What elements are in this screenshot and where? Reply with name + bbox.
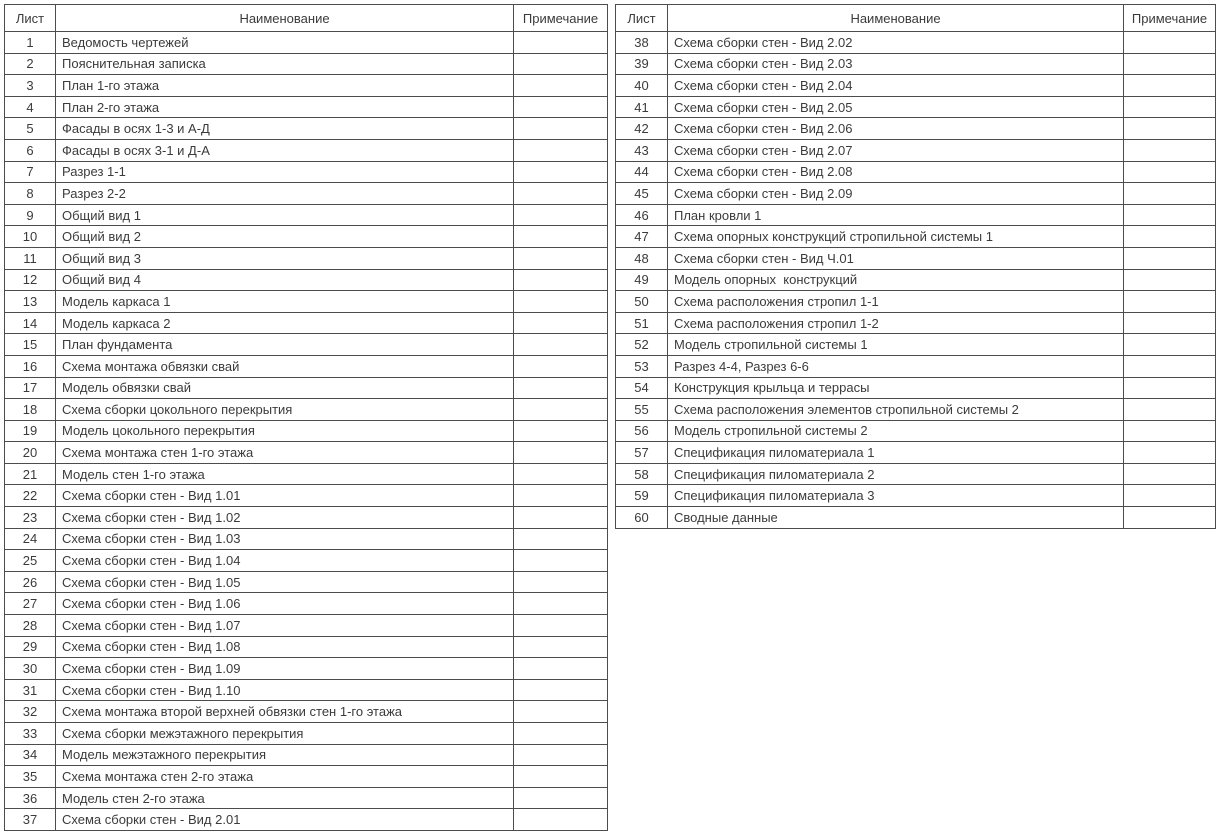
note-cell	[514, 291, 608, 313]
note-cell	[1124, 355, 1216, 377]
note-cell	[1124, 96, 1216, 118]
sheet-number-cell: 1	[5, 32, 56, 54]
note-cell	[514, 269, 608, 291]
column-header-name: Наименование	[56, 5, 514, 32]
sheet-list-table-right	[615, 4, 1216, 529]
drawing-name-cell: Общий вид 1	[56, 204, 514, 226]
note-cell	[514, 204, 608, 226]
drawing-name-cell: Модель стен 1-го этажа	[56, 463, 514, 485]
note-cell	[1124, 291, 1216, 313]
note-cell	[514, 463, 608, 485]
drawing-name-cell: Схема сборки стен - Вид 2.08	[668, 161, 1124, 183]
table-row	[5, 32, 608, 54]
sheet-number-cell: 60	[616, 507, 668, 529]
table-row	[5, 377, 608, 399]
table-row	[5, 118, 608, 140]
sheet-number-cell: 56	[616, 420, 668, 442]
sheet-number-cell: 34	[5, 744, 56, 766]
column-header-name: Наименование	[668, 5, 1124, 32]
sheet-number-cell: 24	[5, 528, 56, 550]
drawing-name-cell: Схема сборки стен - Вид 2.06	[668, 118, 1124, 140]
note-cell	[1124, 463, 1216, 485]
drawing-name-cell: Схема сборки стен - Вид 2.02	[668, 32, 1124, 54]
sheet-number-cell: 36	[5, 787, 56, 809]
drawing-name-cell: Схема сборки стен - Вид 1.09	[56, 658, 514, 680]
drawing-name-cell: Схема сборки стен - Вид 2.03	[668, 53, 1124, 75]
sheet-number-cell: 14	[5, 312, 56, 334]
sheet-list-body-right	[616, 32, 1216, 529]
sheet-number-cell: 10	[5, 226, 56, 248]
note-cell	[514, 701, 608, 723]
sheet-number-cell: 33	[5, 723, 56, 745]
sheet-number-cell: 42	[616, 118, 668, 140]
table-row	[5, 636, 608, 658]
note-cell	[1124, 75, 1216, 97]
note-cell	[514, 377, 608, 399]
drawing-name-cell: Разрез 2-2	[56, 183, 514, 205]
table-row	[616, 507, 1216, 529]
table-row	[616, 485, 1216, 507]
table-row	[616, 139, 1216, 161]
table-row	[5, 183, 608, 205]
note-cell	[514, 723, 608, 745]
note-cell	[514, 161, 608, 183]
sheet-number-cell: 49	[616, 269, 668, 291]
table-row	[5, 442, 608, 464]
header-row	[616, 5, 1216, 32]
column-header-sheet: Лист	[5, 5, 56, 32]
note-cell	[514, 766, 608, 788]
sheet-number-cell: 39	[616, 53, 668, 75]
sheet-number-cell: 54	[616, 377, 668, 399]
note-cell	[1124, 53, 1216, 75]
table-row	[5, 291, 608, 313]
note-cell	[514, 787, 608, 809]
sheet-number-cell: 48	[616, 247, 668, 269]
sheet-number-cell: 20	[5, 442, 56, 464]
note-cell	[1124, 161, 1216, 183]
drawing-name-cell: Схема сборки стен - Вид 1.06	[56, 593, 514, 615]
sheet-number-cell: 7	[5, 161, 56, 183]
table-row	[616, 291, 1216, 313]
sheet-number-cell: 30	[5, 658, 56, 680]
table-row	[616, 53, 1216, 75]
drawing-name-cell: Общий вид 2	[56, 226, 514, 248]
table-row	[5, 355, 608, 377]
drawing-name-cell: Модель каркаса 1	[56, 291, 514, 313]
note-cell	[514, 399, 608, 421]
table-row	[5, 226, 608, 248]
note-cell	[514, 139, 608, 161]
table-row	[5, 75, 608, 97]
sheet-number-cell: 19	[5, 420, 56, 442]
note-cell	[1124, 442, 1216, 464]
note-cell	[1124, 334, 1216, 356]
table-row	[616, 75, 1216, 97]
note-cell	[1124, 485, 1216, 507]
drawing-name-cell: Схема сборки стен - Вид 2.05	[668, 96, 1124, 118]
sheet-number-cell: 32	[5, 701, 56, 723]
note-cell	[514, 442, 608, 464]
drawing-name-cell: Схема сборки стен - Вид 1.08	[56, 636, 514, 658]
drawing-name-cell: Модель опорных конструкций	[668, 269, 1124, 291]
drawing-name-cell: Схема сборки стен - Вид 1.07	[56, 615, 514, 637]
table-row	[5, 593, 608, 615]
note-cell	[1124, 420, 1216, 442]
drawing-name-cell: План 2-го этажа	[56, 96, 514, 118]
drawing-name-cell: Модель межэтажного перекрытия	[56, 744, 514, 766]
drawing-name-cell: Схема сборки стен - Вид 1.01	[56, 485, 514, 507]
table-row	[5, 615, 608, 637]
drawing-name-cell: План 1-го этажа	[56, 75, 514, 97]
note-cell	[1124, 399, 1216, 421]
table-row	[5, 53, 608, 75]
sheet-number-cell: 50	[616, 291, 668, 313]
drawing-name-cell: Схема сборки стен - Вид 2.09	[668, 183, 1124, 205]
note-cell	[1124, 139, 1216, 161]
drawing-name-cell: Схема монтажа стен 2-го этажа	[56, 766, 514, 788]
sheet-number-cell: 51	[616, 312, 668, 334]
drawing-name-cell: Модель стропильной системы 1	[668, 334, 1124, 356]
table-row	[5, 463, 608, 485]
column-header-note: Примечание	[1124, 5, 1216, 32]
drawing-name-cell: Схема сборки межэтажного перекрытия	[56, 723, 514, 745]
table-row	[616, 204, 1216, 226]
note-cell	[514, 636, 608, 658]
drawing-name-cell: Сводные данные	[668, 507, 1124, 529]
drawing-name-cell: Схема сборки стен - Вид 1.03	[56, 528, 514, 550]
table-row	[616, 269, 1216, 291]
sheet-number-cell: 28	[5, 615, 56, 637]
note-cell	[514, 593, 608, 615]
sheet-number-cell: 38	[616, 32, 668, 54]
sheet-number-cell: 4	[5, 96, 56, 118]
drawing-name-cell: Схема сборки стен - Вид 2.07	[668, 139, 1124, 161]
sheet-number-cell: 47	[616, 226, 668, 248]
table-row	[5, 701, 608, 723]
sheet-number-cell: 8	[5, 183, 56, 205]
note-cell	[1124, 32, 1216, 54]
drawing-name-cell: Схема сборки стен - Вид 2.01	[56, 809, 514, 831]
table-row	[616, 161, 1216, 183]
column-header-sheet: Лист	[616, 5, 668, 32]
sheet-number-cell: 58	[616, 463, 668, 485]
note-cell	[514, 744, 608, 766]
sheet-number-cell: 21	[5, 463, 56, 485]
table-row	[5, 420, 608, 442]
sheet-number-cell: 37	[5, 809, 56, 831]
sheet-number-cell: 27	[5, 593, 56, 615]
drawing-name-cell: Схема сборки цокольного перекрытия	[56, 399, 514, 421]
sheet-number-cell: 26	[5, 571, 56, 593]
note-cell	[514, 247, 608, 269]
table-row	[5, 809, 608, 831]
table-row	[616, 420, 1216, 442]
table-row	[5, 161, 608, 183]
column-header-note: Примечание	[514, 5, 608, 32]
sheet-number-cell: 2	[5, 53, 56, 75]
note-cell	[514, 507, 608, 529]
drawing-name-cell: Разрез 1-1	[56, 161, 514, 183]
table-row	[5, 679, 608, 701]
note-cell	[1124, 377, 1216, 399]
drawing-name-cell: План фундамента	[56, 334, 514, 356]
drawing-name-cell: Модель стен 2-го этажа	[56, 787, 514, 809]
sheet-number-cell: 40	[616, 75, 668, 97]
table-row	[5, 744, 608, 766]
sheet-number-cell: 3	[5, 75, 56, 97]
table-row	[616, 247, 1216, 269]
note-cell	[514, 615, 608, 637]
drawing-name-cell: Модель обвязки свай	[56, 377, 514, 399]
note-cell	[1124, 269, 1216, 291]
sheet-number-cell: 59	[616, 485, 668, 507]
sheet-list-body-left	[5, 32, 608, 831]
drawing-name-cell: Схема сборки стен - Вид 1.05	[56, 571, 514, 593]
table-row	[616, 96, 1216, 118]
note-cell	[514, 75, 608, 97]
drawing-name-cell: Схема сборки стен - Вид 1.10	[56, 679, 514, 701]
drawing-name-cell: Спецификация пиломатериала 2	[668, 463, 1124, 485]
drawing-name-cell: Схема расположения стропил 1-2	[668, 312, 1124, 334]
table-row	[5, 550, 608, 572]
note-cell	[514, 53, 608, 75]
table-row	[616, 32, 1216, 54]
note-cell	[514, 528, 608, 550]
note-cell	[514, 96, 608, 118]
drawing-name-cell: Спецификация пиломатериала 1	[668, 442, 1124, 464]
drawing-name-cell: Схема сборки стен - Вид 1.04	[56, 550, 514, 572]
drawing-name-cell: Схема монтажа второй верхней обвязки стен 1-го этажа	[56, 701, 514, 723]
drawing-name-cell: Схема опорных конструкций стропильной системы 1	[668, 226, 1124, 248]
table-row	[5, 334, 608, 356]
table-row	[616, 377, 1216, 399]
note-cell	[514, 679, 608, 701]
table-row	[5, 204, 608, 226]
note-cell	[1124, 204, 1216, 226]
drawing-name-cell: Разрез 4-4, Разрез 6-6	[668, 355, 1124, 377]
table-row	[5, 139, 608, 161]
drawing-name-cell: Схема монтажа обвязки свай	[56, 355, 514, 377]
sheet-number-cell: 13	[5, 291, 56, 313]
drawing-name-cell: Пояснительная записка	[56, 53, 514, 75]
sheet-number-cell: 55	[616, 399, 668, 421]
table-row	[616, 442, 1216, 464]
note-cell	[514, 226, 608, 248]
note-cell	[514, 420, 608, 442]
sheet-number-cell: 23	[5, 507, 56, 529]
drawing-name-cell: Фасады в осях 3-1 и Д-А	[56, 139, 514, 161]
table-row	[616, 312, 1216, 334]
sheet-number-cell: 31	[5, 679, 56, 701]
note-cell	[514, 32, 608, 54]
table-row	[5, 312, 608, 334]
table-row	[5, 507, 608, 529]
sheet-list-table-left	[4, 4, 608, 831]
table-row	[616, 118, 1216, 140]
table-row	[616, 355, 1216, 377]
sheet-number-cell: 17	[5, 377, 56, 399]
sheet-number-cell: 57	[616, 442, 668, 464]
sheet-number-cell: 29	[5, 636, 56, 658]
sheet-number-cell: 9	[5, 204, 56, 226]
table-row	[5, 723, 608, 745]
note-cell	[1124, 118, 1216, 140]
table-row	[5, 399, 608, 421]
sheet-number-cell: 16	[5, 355, 56, 377]
note-cell	[514, 550, 608, 572]
drawing-name-cell: Схема сборки стен - Вид Ч.01	[668, 247, 1124, 269]
sheet-number-cell: 11	[5, 247, 56, 269]
sheet-number-cell: 15	[5, 334, 56, 356]
note-cell	[1124, 312, 1216, 334]
table-row	[5, 269, 608, 291]
sheet-number-cell: 35	[5, 766, 56, 788]
table-row	[616, 334, 1216, 356]
table-row	[616, 463, 1216, 485]
drawing-name-cell: Схема монтажа стен 1-го этажа	[56, 442, 514, 464]
table-row	[616, 183, 1216, 205]
note-cell	[514, 485, 608, 507]
table-row	[616, 399, 1216, 421]
drawing-name-cell: Модель каркаса 2	[56, 312, 514, 334]
drawing-name-cell: Фасады в осях 1-3 и А-Д	[56, 118, 514, 140]
sheet-number-cell: 6	[5, 139, 56, 161]
drawing-name-cell: Модель цокольного перекрытия	[56, 420, 514, 442]
note-cell	[514, 809, 608, 831]
drawing-name-cell: План кровли 1	[668, 204, 1124, 226]
note-cell	[1124, 507, 1216, 529]
table-row	[5, 571, 608, 593]
note-cell	[514, 118, 608, 140]
note-cell	[514, 312, 608, 334]
table-row	[5, 485, 608, 507]
drawing-name-cell: Схема сборки стен - Вид 1.02	[56, 507, 514, 529]
drawing-name-cell: Общий вид 3	[56, 247, 514, 269]
drawing-name-cell: Конструкция крыльца и террасы	[668, 377, 1124, 399]
drawing-name-cell: Спецификация пиломатериала 3	[668, 485, 1124, 507]
sheet-number-cell: 43	[616, 139, 668, 161]
sheet-number-cell: 22	[5, 485, 56, 507]
table-row	[5, 528, 608, 550]
note-cell	[1124, 226, 1216, 248]
note-cell	[514, 355, 608, 377]
drawing-name-cell: Модель стропильной системы 2	[668, 420, 1124, 442]
sheet-number-cell: 44	[616, 161, 668, 183]
sheet-number-cell: 12	[5, 269, 56, 291]
table-row	[616, 226, 1216, 248]
sheet-number-cell: 5	[5, 118, 56, 140]
sheet-number-cell: 52	[616, 334, 668, 356]
sheet-number-cell: 18	[5, 399, 56, 421]
sheet-number-cell: 25	[5, 550, 56, 572]
header-row	[5, 5, 608, 32]
note-cell	[514, 334, 608, 356]
sheet-number-cell: 46	[616, 204, 668, 226]
drawing-name-cell: Схема сборки стен - Вид 2.04	[668, 75, 1124, 97]
drawing-name-cell: Схема расположения стропил 1-1	[668, 291, 1124, 313]
note-cell	[514, 658, 608, 680]
sheet-number-cell: 45	[616, 183, 668, 205]
sheet-number-cell: 41	[616, 96, 668, 118]
table-row	[5, 247, 608, 269]
sheet-number-cell: 53	[616, 355, 668, 377]
drawing-name-cell: Общий вид 4	[56, 269, 514, 291]
table-row	[5, 96, 608, 118]
note-cell	[514, 571, 608, 593]
drawing-name-cell: Ведомость чертежей	[56, 32, 514, 54]
note-cell	[514, 183, 608, 205]
table-row	[5, 787, 608, 809]
table-row	[5, 658, 608, 680]
note-cell	[1124, 247, 1216, 269]
table-row	[5, 766, 608, 788]
drawing-name-cell: Схема расположения элементов стропильной системы 2	[668, 399, 1124, 421]
note-cell	[1124, 183, 1216, 205]
